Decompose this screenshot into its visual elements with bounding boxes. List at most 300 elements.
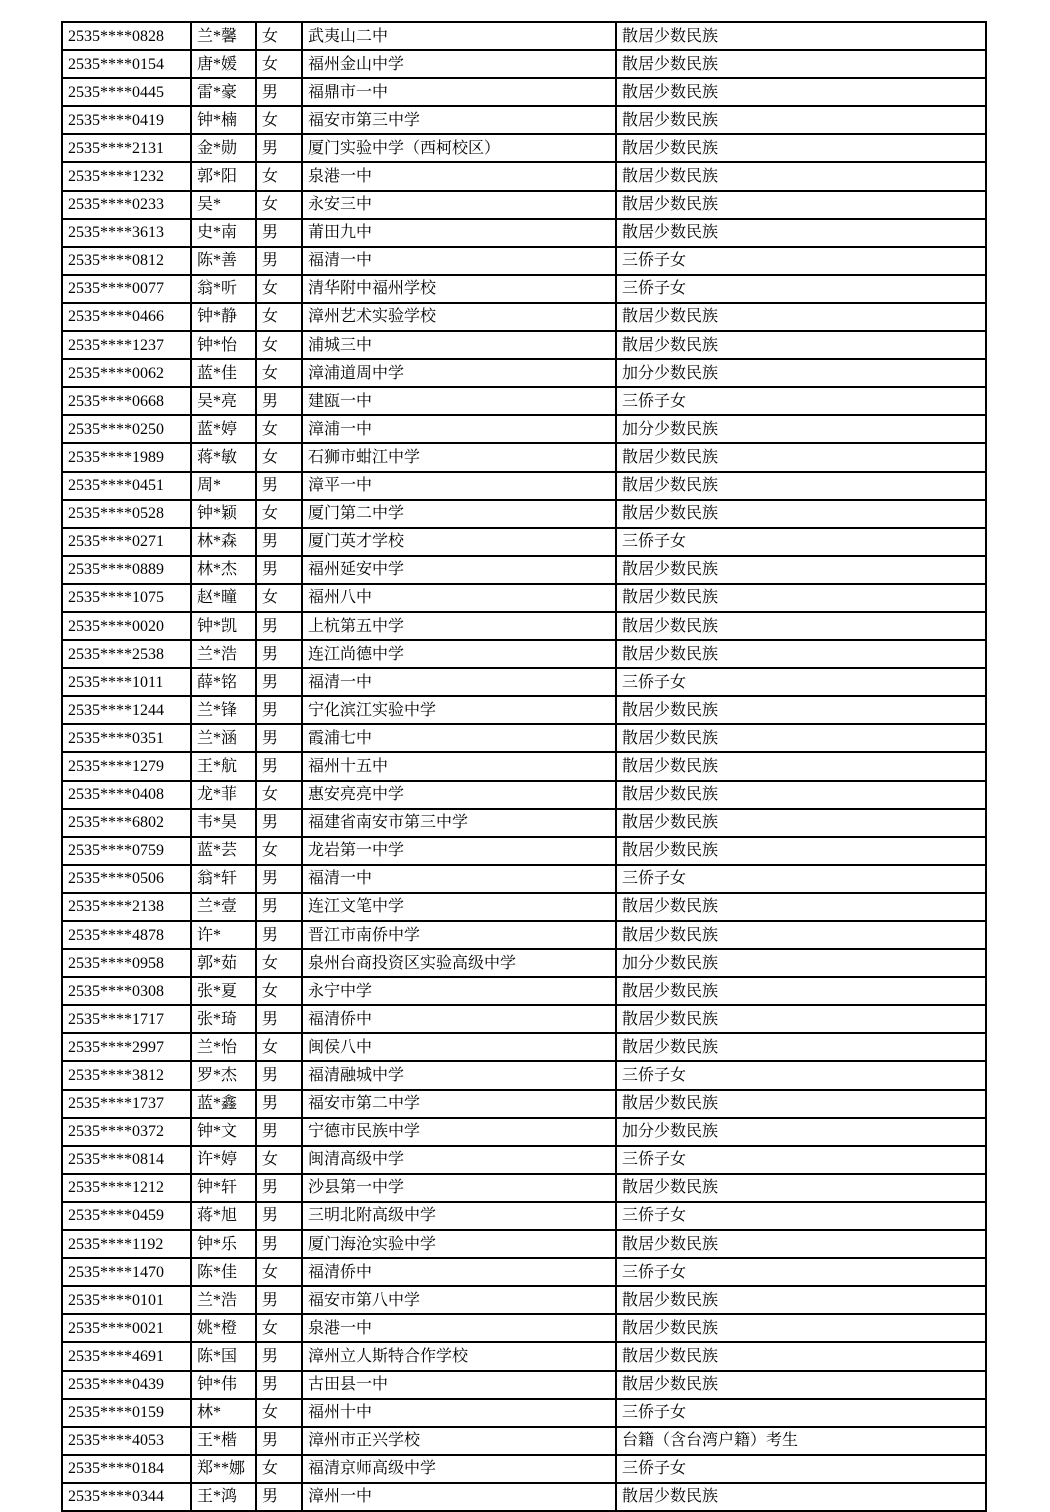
gender-cell: 男 [256, 1005, 302, 1033]
gender-cell: 男 [256, 724, 302, 752]
school-cell: 连江尚德中学 [302, 640, 616, 668]
school-cell: 福安市第三中学 [302, 106, 616, 134]
name-cell: 钟*乐 [191, 1230, 256, 1258]
table-row [62, 1061, 986, 1089]
gender-cell: 男 [256, 865, 302, 893]
gender-cell: 女 [256, 303, 302, 331]
gender-cell: 男 [256, 219, 302, 247]
category-cell: 散居少数民族 [616, 612, 986, 640]
candidate-id-cell: 2535****1717 [62, 1005, 191, 1033]
category-cell: 散居少数民族 [616, 584, 986, 612]
gender-cell: 男 [256, 612, 302, 640]
name-cell: 张*夏 [191, 977, 256, 1005]
school-cell: 永宁中学 [302, 977, 616, 1005]
name-cell: 龙*菲 [191, 781, 256, 809]
candidate-id-cell: 2535****4053 [62, 1427, 191, 1455]
candidate-id-cell: 2535****0020 [62, 612, 191, 640]
name-cell: 王*鸿 [191, 1483, 256, 1511]
gender-cell: 男 [256, 668, 302, 696]
category-cell: 散居少数民族 [616, 977, 986, 1005]
table-row [62, 921, 986, 949]
category-cell: 三侨子女 [616, 865, 986, 893]
table-row [62, 275, 986, 303]
gender-cell: 男 [256, 1230, 302, 1258]
table-row [62, 247, 986, 275]
table-row [62, 359, 986, 387]
name-cell: 林* [191, 1399, 256, 1427]
gender-cell: 男 [256, 893, 302, 921]
candidate-id-cell: 2535****0506 [62, 865, 191, 893]
category-cell: 散居少数民族 [616, 162, 986, 190]
category-cell: 三侨子女 [616, 1455, 986, 1483]
candidate-id-cell: 2535****0101 [62, 1286, 191, 1314]
candidate-id-cell: 2535****1279 [62, 752, 191, 780]
candidate-id-cell: 2535****3812 [62, 1061, 191, 1089]
table-row [62, 1427, 986, 1455]
category-cell: 散居少数民族 [616, 696, 986, 724]
name-cell: 韦*昊 [191, 809, 256, 837]
gender-cell: 女 [256, 1033, 302, 1061]
category-cell: 散居少数民族 [616, 1342, 986, 1370]
school-cell: 连江文笔中学 [302, 893, 616, 921]
category-cell: 散居少数民族 [616, 106, 986, 134]
name-cell: 兰*怡 [191, 1033, 256, 1061]
category-cell: 加分少数民族 [616, 949, 986, 977]
school-cell: 漳浦一中 [302, 415, 616, 443]
school-cell: 福州八中 [302, 584, 616, 612]
name-cell: 金*勋 [191, 134, 256, 162]
name-cell: 蓝*佳 [191, 359, 256, 387]
school-cell: 泉港一中 [302, 1314, 616, 1342]
candidate-id-cell: 2535****1232 [62, 162, 191, 190]
school-cell: 福州十五中 [302, 752, 616, 780]
gender-cell: 男 [256, 1483, 302, 1511]
category-cell: 散居少数民族 [616, 1090, 986, 1118]
gender-cell: 男 [256, 1202, 302, 1230]
school-cell: 福清一中 [302, 247, 616, 275]
category-cell: 散居少数民族 [616, 640, 986, 668]
school-cell: 福清一中 [302, 668, 616, 696]
school-cell: 漳州一中 [302, 1483, 616, 1511]
category-cell: 散居少数民族 [616, 219, 986, 247]
category-cell: 散居少数民族 [616, 1174, 986, 1202]
gender-cell: 女 [256, 331, 302, 359]
candidate-id-cell: 2535****2997 [62, 1033, 191, 1061]
candidate-id-cell: 2535****0828 [62, 22, 191, 50]
category-cell: 三侨子女 [616, 247, 986, 275]
table-row [62, 977, 986, 1005]
category-cell: 散居少数民族 [616, 50, 986, 78]
candidate-list-body [62, 22, 986, 1511]
table-row [62, 1371, 986, 1399]
gender-cell: 女 [256, 162, 302, 190]
name-cell: 林*杰 [191, 556, 256, 584]
category-cell: 散居少数民族 [616, 809, 986, 837]
school-cell: 福安市第八中学 [302, 1286, 616, 1314]
candidate-id-cell: 2535****0021 [62, 1314, 191, 1342]
table-row [62, 696, 986, 724]
category-cell: 散居少数民族 [616, 893, 986, 921]
gender-cell: 女 [256, 1455, 302, 1483]
candidate-id-cell: 2535****0250 [62, 415, 191, 443]
name-cell: 钟*文 [191, 1118, 256, 1146]
category-cell: 三侨子女 [616, 1061, 986, 1089]
gender-cell: 男 [256, 1118, 302, 1146]
candidate-id-cell: 2535****0184 [62, 1455, 191, 1483]
gender-cell: 女 [256, 106, 302, 134]
candidate-id-cell: 2535****0344 [62, 1483, 191, 1511]
candidate-id-cell: 2535****0351 [62, 724, 191, 752]
table-row [62, 106, 986, 134]
table-row [62, 724, 986, 752]
name-cell: 唐*媛 [191, 50, 256, 78]
school-cell: 漳平一中 [302, 472, 616, 500]
table-row [62, 443, 986, 471]
table-row [62, 331, 986, 359]
gender-cell: 男 [256, 809, 302, 837]
category-cell: 散居少数民族 [616, 752, 986, 780]
table-row [62, 1342, 986, 1370]
school-cell: 福州金山中学 [302, 50, 616, 78]
gender-cell: 女 [256, 1146, 302, 1174]
candidate-id-cell: 2535****2131 [62, 134, 191, 162]
gender-cell: 女 [256, 443, 302, 471]
category-cell: 散居少数民族 [616, 331, 986, 359]
candidate-id-cell: 2535****1737 [62, 1090, 191, 1118]
category-cell: 散居少数民族 [616, 191, 986, 219]
school-cell: 泉州台商投资区实验高级中学 [302, 949, 616, 977]
gender-cell: 女 [256, 1258, 302, 1286]
school-cell: 厦门实验中学（西柯校区） [302, 134, 616, 162]
category-cell: 散居少数民族 [616, 134, 986, 162]
school-cell: 三明北附高级中学 [302, 1202, 616, 1230]
category-cell: 三侨子女 [616, 528, 986, 556]
candidate-id-cell: 2535****3613 [62, 219, 191, 247]
category-cell: 散居少数民族 [616, 1033, 986, 1061]
school-cell: 武夷山二中 [302, 22, 616, 50]
name-cell: 王*航 [191, 752, 256, 780]
name-cell: 蓝*婷 [191, 415, 256, 443]
school-cell: 福州十中 [302, 1399, 616, 1427]
gender-cell: 女 [256, 191, 302, 219]
candidate-id-cell: 2535****0466 [62, 303, 191, 331]
name-cell: 钟*颖 [191, 500, 256, 528]
school-cell: 泉港一中 [302, 162, 616, 190]
name-cell: 雷*豪 [191, 78, 256, 106]
category-cell: 三侨子女 [616, 1399, 986, 1427]
name-cell: 钟*楠 [191, 106, 256, 134]
gender-cell: 女 [256, 584, 302, 612]
name-cell: 兰*馨 [191, 22, 256, 50]
name-cell: 兰*浩 [191, 1286, 256, 1314]
gender-cell: 女 [256, 50, 302, 78]
school-cell: 宁化滨江实验中学 [302, 696, 616, 724]
name-cell: 蓝*鑫 [191, 1090, 256, 1118]
table-row [62, 1005, 986, 1033]
name-cell: 史*南 [191, 219, 256, 247]
category-cell: 散居少数民族 [616, 500, 986, 528]
gender-cell: 男 [256, 640, 302, 668]
category-cell: 散居少数民族 [616, 1371, 986, 1399]
name-cell: 罗*杰 [191, 1061, 256, 1089]
school-cell: 厦门海沧实验中学 [302, 1230, 616, 1258]
school-cell: 漳州艺术实验学校 [302, 303, 616, 331]
category-cell: 散居少数民族 [616, 556, 986, 584]
table-row [62, 1286, 986, 1314]
table-row [62, 50, 986, 78]
name-cell: 郭*茹 [191, 949, 256, 977]
category-cell: 加分少数民族 [616, 359, 986, 387]
name-cell: 蒋*敏 [191, 443, 256, 471]
category-cell: 三侨子女 [616, 1258, 986, 1286]
table-row [62, 500, 986, 528]
table-row [62, 1230, 986, 1258]
name-cell: 兰*壹 [191, 893, 256, 921]
candidate-id-cell: 2535****1989 [62, 443, 191, 471]
school-cell: 漳浦道周中学 [302, 359, 616, 387]
category-cell: 散居少数民族 [616, 781, 986, 809]
category-cell: 三侨子女 [616, 1202, 986, 1230]
gender-cell: 女 [256, 977, 302, 1005]
school-cell: 福清融城中学 [302, 1061, 616, 1089]
name-cell: 姚*橙 [191, 1314, 256, 1342]
category-cell: 散居少数民族 [616, 1314, 986, 1342]
gender-cell: 男 [256, 752, 302, 780]
category-cell: 散居少数民族 [616, 303, 986, 331]
gender-cell: 男 [256, 78, 302, 106]
gender-cell: 女 [256, 500, 302, 528]
table-row [62, 1314, 986, 1342]
gender-cell: 女 [256, 359, 302, 387]
candidate-id-cell: 2535****0372 [62, 1118, 191, 1146]
name-cell: 兰*浩 [191, 640, 256, 668]
table-row [62, 781, 986, 809]
table-row [62, 387, 986, 415]
table-row [62, 893, 986, 921]
candidate-id-cell: 2535****0408 [62, 781, 191, 809]
candidate-id-cell: 2535****1011 [62, 668, 191, 696]
candidate-id-cell: 2535****1212 [62, 1174, 191, 1202]
candidate-id-cell: 2535****0077 [62, 275, 191, 303]
candidate-id-cell: 2535****4878 [62, 921, 191, 949]
school-cell: 霞浦七中 [302, 724, 616, 752]
category-cell: 散居少数民族 [616, 724, 986, 752]
candidate-id-cell: 2535****0812 [62, 247, 191, 275]
candidate-id-cell: 2535****0451 [62, 472, 191, 500]
candidate-id-cell: 2535****0889 [62, 556, 191, 584]
table-row [62, 1174, 986, 1202]
category-cell: 三侨子女 [616, 275, 986, 303]
name-cell: 吴*亮 [191, 387, 256, 415]
name-cell: 钟*轩 [191, 1174, 256, 1202]
name-cell: 陈*佳 [191, 1258, 256, 1286]
table-row [62, 612, 986, 640]
candidate-id-cell: 2535****0233 [62, 191, 191, 219]
candidate-id-cell: 2535****0459 [62, 1202, 191, 1230]
category-cell: 散居少数民族 [616, 78, 986, 106]
gender-cell: 男 [256, 134, 302, 162]
candidate-id-cell: 2535****0159 [62, 1399, 191, 1427]
table-row [62, 1033, 986, 1061]
gender-cell: 男 [256, 1174, 302, 1202]
category-cell: 散居少数民族 [616, 837, 986, 865]
candidate-id-cell: 2535****0419 [62, 106, 191, 134]
gender-cell: 女 [256, 1399, 302, 1427]
table-row [62, 134, 986, 162]
name-cell: 钟*静 [191, 303, 256, 331]
name-cell: 兰*涵 [191, 724, 256, 752]
gender-cell: 女 [256, 1314, 302, 1342]
category-cell: 散居少数民族 [616, 1483, 986, 1511]
table-row [62, 162, 986, 190]
category-cell: 加分少数民族 [616, 415, 986, 443]
candidate-id-cell: 2535****0445 [62, 78, 191, 106]
candidate-id-cell: 2535****2538 [62, 640, 191, 668]
candidate-id-cell: 2535****0528 [62, 500, 191, 528]
gender-cell: 男 [256, 1090, 302, 1118]
name-cell: 张*琦 [191, 1005, 256, 1033]
school-cell: 上杭第五中学 [302, 612, 616, 640]
category-cell: 散居少数民族 [616, 472, 986, 500]
category-cell: 加分少数民族 [616, 1118, 986, 1146]
candidate-id-cell: 2535****0668 [62, 387, 191, 415]
gender-cell: 男 [256, 696, 302, 724]
candidate-id-cell: 2535****0062 [62, 359, 191, 387]
gender-cell: 男 [256, 1427, 302, 1455]
school-cell: 惠安亮亮中学 [302, 781, 616, 809]
school-cell: 福建省南安市第三中学 [302, 809, 616, 837]
candidate-id-cell: 2535****0439 [62, 1371, 191, 1399]
name-cell: 钟*怡 [191, 331, 256, 359]
category-cell: 散居少数民族 [616, 443, 986, 471]
candidate-list-table [61, 21, 987, 1512]
school-cell: 宁德市民族中学 [302, 1118, 616, 1146]
candidate-id-cell: 2535****0271 [62, 528, 191, 556]
name-cell: 陈*善 [191, 247, 256, 275]
candidate-id-cell: 2535****4691 [62, 1342, 191, 1370]
table-row [62, 809, 986, 837]
school-cell: 建瓯一中 [302, 387, 616, 415]
candidate-id-cell: 2535****0154 [62, 50, 191, 78]
gender-cell: 女 [256, 275, 302, 303]
school-cell: 福清京师高级中学 [302, 1455, 616, 1483]
gender-cell: 女 [256, 949, 302, 977]
school-cell: 漳州立人斯特合作学校 [302, 1342, 616, 1370]
school-cell: 福清侨中 [302, 1005, 616, 1033]
gender-cell: 男 [256, 1061, 302, 1089]
gender-cell: 男 [256, 921, 302, 949]
table-row [62, 752, 986, 780]
school-cell: 莆田九中 [302, 219, 616, 247]
name-cell: 蓝*芸 [191, 837, 256, 865]
school-cell: 沙县第一中学 [302, 1174, 616, 1202]
table-row [62, 837, 986, 865]
gender-cell: 女 [256, 837, 302, 865]
name-cell: 郭*阳 [191, 162, 256, 190]
table-row [62, 191, 986, 219]
school-cell: 福安市第二中学 [302, 1090, 616, 1118]
table-row [62, 1258, 986, 1286]
candidate-id-cell: 2535****1075 [62, 584, 191, 612]
table-row [62, 1202, 986, 1230]
category-cell: 三侨子女 [616, 387, 986, 415]
school-cell: 厦门英才学校 [302, 528, 616, 556]
category-cell: 台籍（含台湾户籍）考生 [616, 1427, 986, 1455]
table-row [62, 1146, 986, 1174]
table-row [62, 949, 986, 977]
name-cell: 翁*听 [191, 275, 256, 303]
school-cell: 福鼎市一中 [302, 78, 616, 106]
table-row [62, 865, 986, 893]
table-row [62, 415, 986, 443]
name-cell: 许*婷 [191, 1146, 256, 1174]
table-row [62, 22, 986, 50]
candidate-id-cell: 2535****0814 [62, 1146, 191, 1174]
category-cell: 三侨子女 [616, 1146, 986, 1174]
candidate-id-cell: 2535****1244 [62, 696, 191, 724]
table-row [62, 303, 986, 331]
name-cell: 钟*伟 [191, 1371, 256, 1399]
gender-cell: 男 [256, 247, 302, 275]
name-cell: 王*楷 [191, 1427, 256, 1455]
candidate-id-cell: 2535****0958 [62, 949, 191, 977]
school-cell: 福清一中 [302, 865, 616, 893]
category-cell: 散居少数民族 [616, 1230, 986, 1258]
category-cell: 散居少数民族 [616, 1005, 986, 1033]
name-cell: 林*森 [191, 528, 256, 556]
name-cell: 许* [191, 921, 256, 949]
candidate-id-cell: 2535****2138 [62, 893, 191, 921]
school-cell: 厦门第二中学 [302, 500, 616, 528]
school-cell: 清华附中福州学校 [302, 275, 616, 303]
gender-cell: 男 [256, 1286, 302, 1314]
table-row [62, 1455, 986, 1483]
table-row [62, 528, 986, 556]
table-row [62, 640, 986, 668]
category-cell: 三侨子女 [616, 668, 986, 696]
school-cell: 浦城三中 [302, 331, 616, 359]
table-row [62, 1399, 986, 1427]
name-cell: 周* [191, 472, 256, 500]
name-cell: 钟*凯 [191, 612, 256, 640]
name-cell: 赵*曈 [191, 584, 256, 612]
gender-cell: 女 [256, 22, 302, 50]
name-cell: 陈*国 [191, 1342, 256, 1370]
table-row [62, 584, 986, 612]
table-row [62, 668, 986, 696]
candidate-id-cell: 2535****1237 [62, 331, 191, 359]
gender-cell: 女 [256, 415, 302, 443]
table-row [62, 1090, 986, 1118]
school-cell: 漳州市正兴学校 [302, 1427, 616, 1455]
candidate-id-cell: 2535****1470 [62, 1258, 191, 1286]
school-cell: 古田县一中 [302, 1371, 616, 1399]
gender-cell: 男 [256, 528, 302, 556]
candidate-id-cell: 2535****6802 [62, 809, 191, 837]
category-cell: 散居少数民族 [616, 1286, 986, 1314]
name-cell: 郑**娜 [191, 1455, 256, 1483]
gender-cell: 男 [256, 556, 302, 584]
candidate-id-cell: 2535****1192 [62, 1230, 191, 1258]
table-row [62, 1483, 986, 1511]
table-row [62, 472, 986, 500]
name-cell: 吴* [191, 191, 256, 219]
name-cell: 兰*锋 [191, 696, 256, 724]
gender-cell: 男 [256, 1342, 302, 1370]
name-cell: 翁*轩 [191, 865, 256, 893]
school-cell: 闽侯八中 [302, 1033, 616, 1061]
table-row [62, 556, 986, 584]
